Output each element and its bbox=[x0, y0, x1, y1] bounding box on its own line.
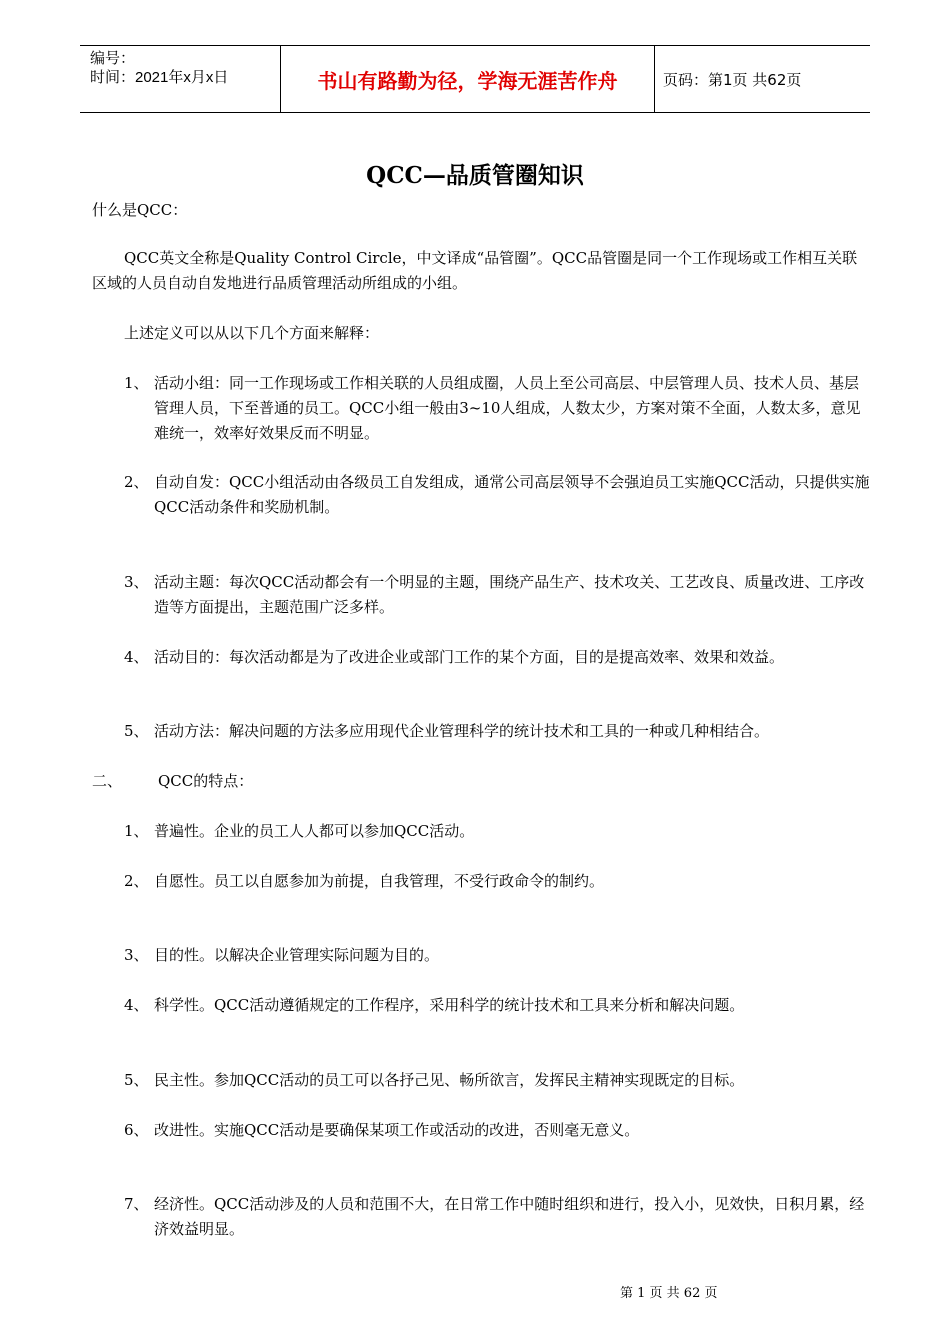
list-item-text: 目的性。以解决企业管理实际问题为目的。 bbox=[154, 946, 440, 964]
list-item-number: 3、 bbox=[124, 573, 149, 591]
list-item-text: 经济性。QCC活动涉及的人员和范围不大，在日常工作中随时组织和进行，投入小，见效快，日积月累，经济效益明显。 bbox=[154, 1195, 865, 1238]
header-meta-cell bbox=[80, 46, 281, 112]
list-item-text: 普遍性。企业的员工人人都可以参加QCC活动。 bbox=[154, 822, 475, 840]
list-item bbox=[92, 943, 870, 968]
list-item-number: 4、 bbox=[124, 996, 149, 1014]
list-item-number: 1、 bbox=[124, 374, 149, 392]
list-item-number: 5、 bbox=[124, 1071, 149, 1089]
list-item-number: 2、 bbox=[124, 473, 149, 491]
list-item bbox=[92, 1118, 870, 1143]
document-title: QCC—品质管圈知识 bbox=[366, 162, 584, 189]
list-item-number: 1、 bbox=[124, 822, 149, 840]
list-item-number: 5、 bbox=[124, 722, 149, 740]
list-item-text: 活动目的：每次活动都是为了改进企业或部门工作的某个方面，目的是提高效率、效果和效益。 bbox=[154, 648, 785, 666]
list-item bbox=[92, 869, 870, 894]
intro-question: 什么是QCC： bbox=[92, 201, 188, 219]
page-footer: 第 1 页 共 62 页 bbox=[620, 1286, 718, 1301]
list-item-text: 活动主题：每次QCC活动都会有一个明显的主题，围绕产品生产、技术攻关、工艺改良、质量改进、工序改造等方面提出，主题范围广泛多样。 bbox=[154, 573, 865, 616]
list-item-number: 6、 bbox=[124, 1121, 149, 1139]
list-item bbox=[92, 1192, 870, 1242]
document-number-label: 编号： bbox=[90, 50, 136, 67]
list-item bbox=[92, 719, 870, 744]
section-title: QCC的特点： bbox=[158, 772, 254, 790]
section-number: 二、 bbox=[92, 772, 123, 790]
list-item-text: 活动方法：解决问题的方法多应用现代企业管理科学的统计技术和工具的一种或几种相结合。 bbox=[154, 722, 770, 740]
list-item-text: 改进性。实施QCC活动是要确保某项工作或活动的改进，否则毫无意义。 bbox=[154, 1121, 640, 1139]
section-heading bbox=[92, 769, 867, 794]
list-item bbox=[92, 470, 870, 520]
header-page-info: 页码：第1页 共62页 bbox=[663, 70, 802, 89]
list-item bbox=[92, 371, 870, 446]
list-item bbox=[92, 1068, 870, 1093]
list-item-text: 自动自发：QCC小组活动由各级员工自发组成，通常公司高层领导不会强迫员工实施QCC活动，只提供实施QCC活动条件和奖励机制。 bbox=[154, 473, 870, 516]
definition-paragraph: QCC英文全称是Quality Control Circle，中文译成“品管圈”。QCC品管圈是同一个工作现场或工作相互关联区域的人员自动自发地进行品质管理活动所组成的小组。 bbox=[92, 249, 858, 292]
list-item bbox=[92, 819, 870, 844]
header-motto: 书山有路勤为径，学海无涯苦作舟 bbox=[281, 46, 655, 112]
list-item-number: 2、 bbox=[124, 872, 149, 890]
list-item-text: 活动小组：同一工作现场或工作相关联的人员组成圈，人员上至公司高层、中层管理人员、技术人员、基层管理人员，下至普通的员工。QCC小组一般由3~10人组成，人数太少，方案对策不全面，人数太多，意见难统一，效率好效果反而不明显。 bbox=[154, 374, 861, 442]
list-item bbox=[92, 993, 870, 1018]
list-item bbox=[92, 570, 870, 620]
list-item-text: 民主性。参加QCC活动的员工可以各抒己见、畅所欲言，发挥民主精神实现既定的目标。 bbox=[154, 1071, 745, 1089]
explain-lead: 上述定义可以从以下几个方面来解释： bbox=[124, 324, 380, 342]
header-table bbox=[80, 45, 870, 113]
list-item-number: 3、 bbox=[124, 946, 149, 964]
list-item-number: 4、 bbox=[124, 648, 149, 666]
list-item-text: 自愿性。员工以自愿参加为前提，自我管理，不受行政命令的制约。 bbox=[154, 872, 605, 890]
document-time-label: 时间：2021年x月x日 bbox=[90, 69, 229, 86]
list-item-text: 科学性。QCC活动遵循规定的工作程序，采用科学的统计技术和工具来分析和解决问题。 bbox=[154, 996, 745, 1014]
list-item bbox=[92, 645, 870, 670]
list-item-number: 7、 bbox=[124, 1195, 149, 1213]
